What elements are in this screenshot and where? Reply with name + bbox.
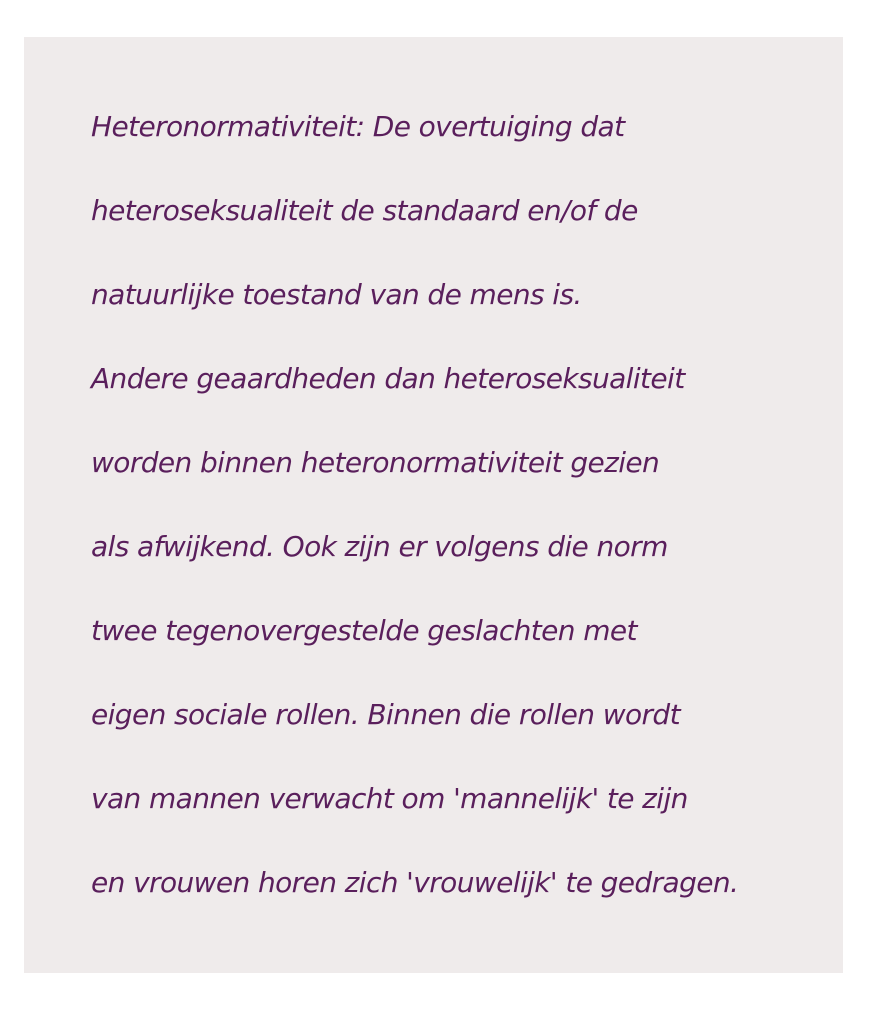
text-line: van mannen verwacht om 'mannelijk' te zijn [91, 782, 688, 815]
definition-text [91, 102, 738, 942]
text-line: heteroseksualiteit de standaard en/of de [91, 194, 638, 227]
text-line: Andere geaardheden dan heteroseksualiteit [91, 362, 685, 395]
text-line: Heteronormativiteit: De overtuiging dat [91, 110, 625, 143]
text-line: eigen sociale rollen. Binnen die rollen wordt [91, 698, 680, 731]
text-line: als afwijkend. Ook zijn er volgens die norm [91, 530, 668, 563]
text-line: twee tegenovergestelde geslachten met [91, 614, 637, 647]
text-line: en vrouwen horen zich 'vrouwelijk' te gedragen. [91, 866, 739, 899]
text-line: worden binnen heteronormativiteit gezien [91, 446, 660, 479]
text-line: natuurlijke toestand van de mens is. [91, 278, 582, 311]
